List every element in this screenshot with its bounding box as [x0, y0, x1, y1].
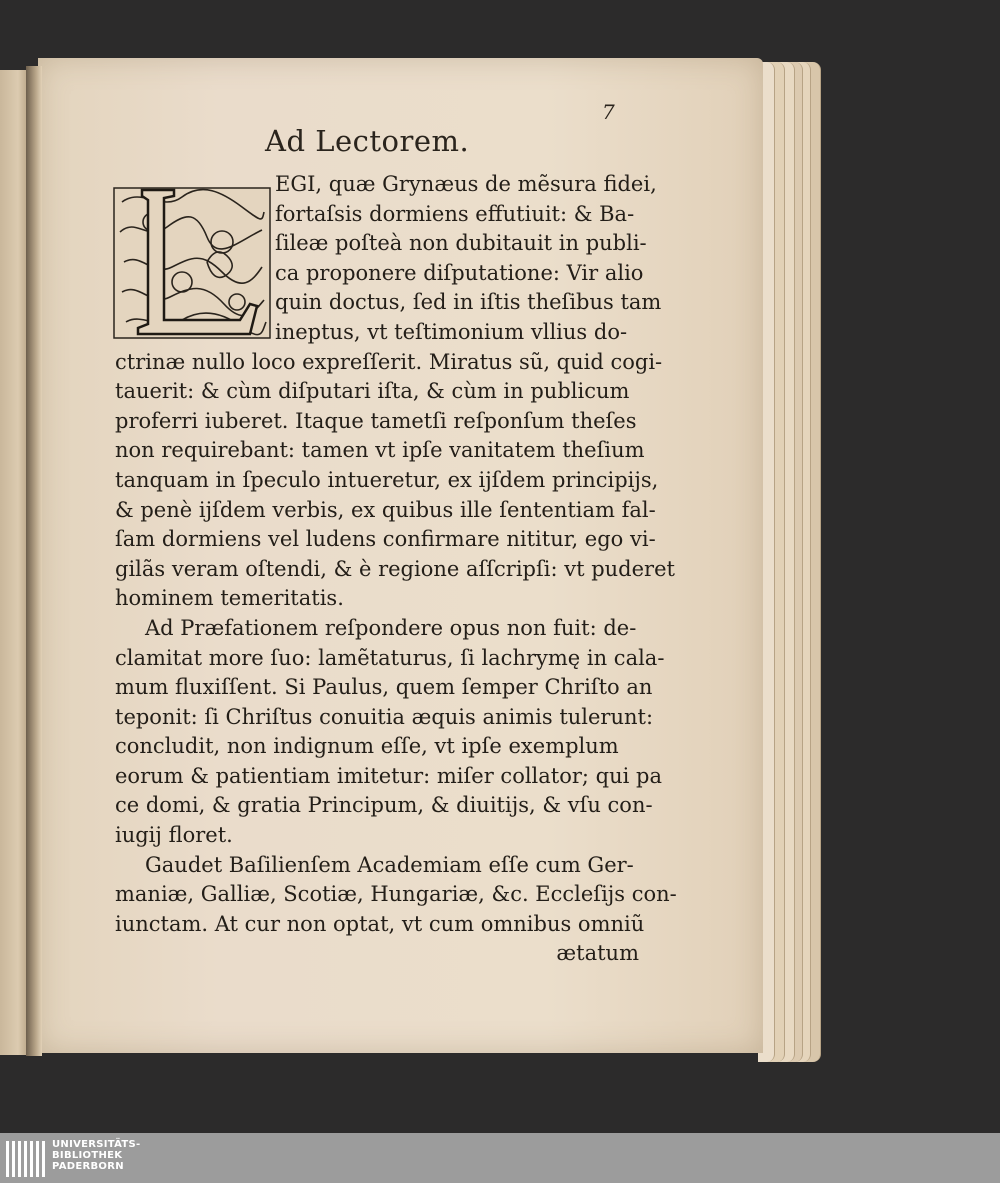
text-line: Ad Præfationem reſpondere opus non fuit: de- — [145, 615, 637, 640]
text-line: ſam dormiens vel ludens confirmare nititur, ego vi- — [115, 527, 656, 552]
text-line: mum fluxiſſent. Si Paulus, quem ſemper Chriſto an — [115, 675, 653, 700]
text-line: ineptus, vt teſtimonium vllius do- — [275, 319, 628, 344]
text-line: ſileæ poſteà non dubitauit in publi- — [275, 231, 647, 256]
text-line: EGI, quæ Grynæus de mẽsura fidei, — [275, 172, 657, 196]
logo-line: UNIVERSITÄTS- — [52, 1139, 141, 1150]
page-number: 7 — [602, 100, 615, 124]
text-line: tanquam in ſpeculo intueretur, ex ijſdem principijs, — [115, 467, 659, 492]
body-text — [115, 170, 677, 969]
gutter-shadow — [26, 66, 42, 1056]
text-line: clamitat more ſuo: lamẽtaturus, ſi lachrymę in cala- — [115, 645, 665, 670]
page-stack-edges — [758, 62, 824, 1062]
library-footer — [0, 1133, 1000, 1183]
catchword: ætatum — [556, 941, 639, 966]
logo-line: BIBLIOTHEK — [52, 1150, 123, 1161]
library-logo-text — [52, 1139, 141, 1172]
text-line: concludit, non indignum eſſe, vt ipſe exemplum — [115, 734, 619, 759]
text-line: hominem temeritatis. — [115, 586, 344, 611]
text-line: quin doctus, ſed in iſtis theſibus tam — [275, 290, 662, 315]
text-line: maniæ, Galliæ, Scotiæ, Hungariæ, &c. Eccleſijs con- — [115, 882, 677, 907]
text-line: ca proponere diſputatione: Vir alio — [275, 260, 644, 285]
text-line: tauerit: & cùm diſputari iſta, & cùm in publicum — [115, 379, 630, 404]
text-line: iunctam. At cur non optat, vt cum omnibus omniũ — [115, 911, 645, 936]
library-logo-icon — [6, 1139, 48, 1179]
text-line: & penè ijſdem verbis, ex quibus ille ſententiam fal- — [115, 497, 656, 522]
text-line: Gaudet Baſilienſem Academiam eſſe cum Ger- — [145, 852, 634, 877]
text-line: non requirebant: tamen vt ipſe vanitatem theſium — [115, 438, 645, 463]
text-line: teponit: ſi Chriſtus conuitia æquis animis tulerunt: — [115, 704, 654, 729]
text-line: eorum & patientiam imitetur: miſer collator; qui pa — [115, 763, 662, 788]
page-heading: Ad Lectorem. — [265, 124, 470, 158]
text-line: gilãs veram oſtendi, & è regione aſſcripſi: vt puderet — [115, 556, 675, 581]
text-line: proferri iuberet. Itaque tametſi reſponſum theſes — [115, 408, 637, 433]
text-line: ce domi, & gratia Principum, & diuitijs, & vſu con- — [115, 793, 653, 818]
text-line: iugij floret. — [115, 823, 233, 848]
text-line: ctrinæ nullo loco expreſſerit. Miratus sũ, quid cogi- — [115, 349, 663, 374]
text-line: fortaſsis dormiens effutiuit: & Ba- — [275, 201, 635, 226]
logo-line: PADERBORN — [52, 1161, 124, 1172]
